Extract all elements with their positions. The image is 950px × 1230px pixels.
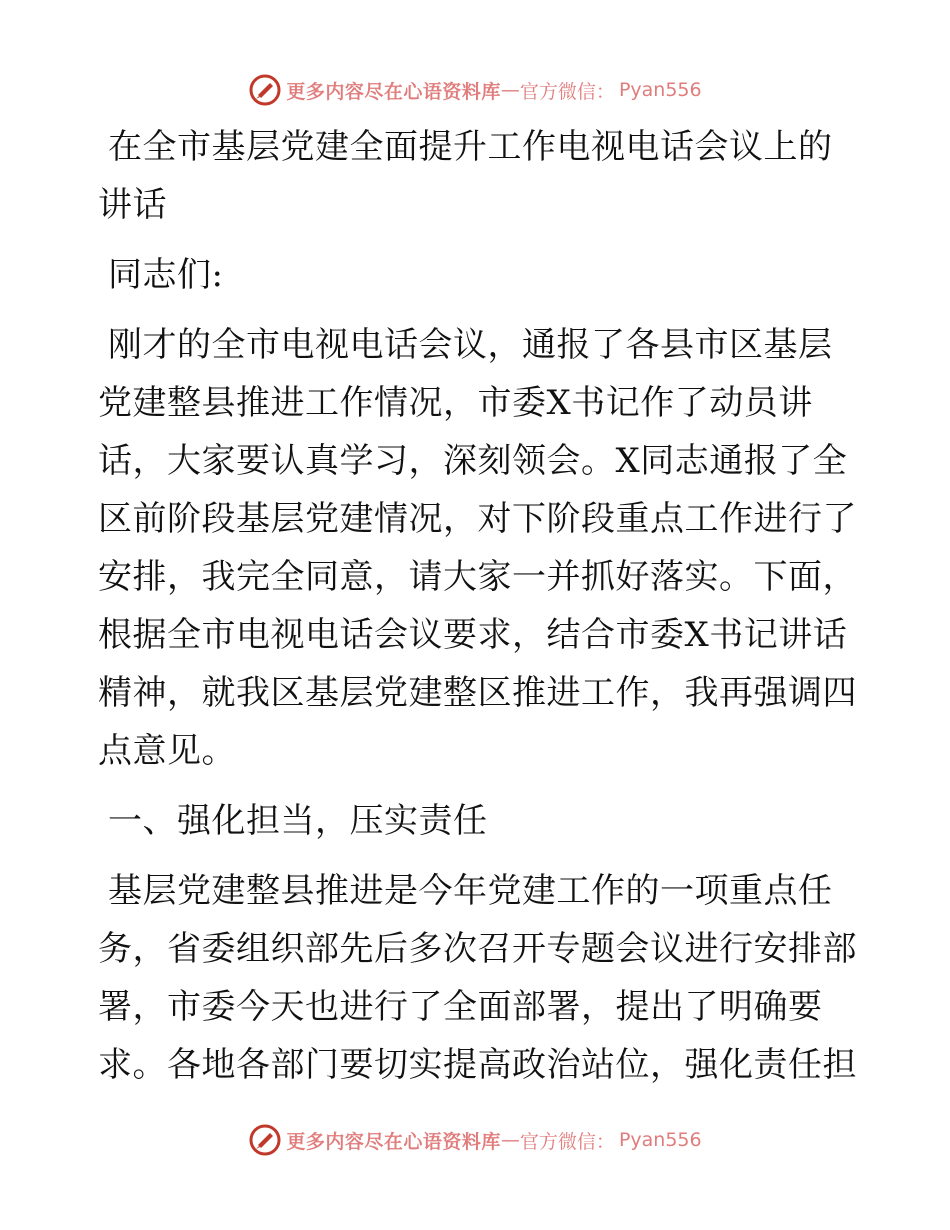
section-heading-text: 一、强化担当，压实责任	[108, 801, 488, 841]
salutation	[98, 246, 858, 304]
watermark-separator: —	[500, 1129, 520, 1151]
section-heading	[98, 792, 858, 850]
document-body	[98, 118, 858, 1106]
watermark-text: 更多内容尽在心语资料库	[286, 1130, 501, 1153]
salutation-text: 同志们:	[108, 255, 224, 295]
header-watermark	[0, 70, 950, 110]
watermark-wechat-label: 官方微信：	[519, 1130, 615, 1153]
watermark-text: 更多内容尽在心语资料库	[286, 80, 501, 103]
title-line-2: 讲话	[98, 185, 167, 225]
paragraph	[98, 862, 858, 1094]
watermark-wechat-id: Pyan556	[618, 1129, 702, 1151]
paragraph	[98, 316, 858, 780]
watermark-separator: —	[500, 79, 520, 101]
paragraph-text: 基层党建整县推进是今年党建工作的一项重点任务，省委组织部先后多次召开专题会议进行安排部署，市委今天也进行了全面部署，提出了明确要求。各地各部门要切实提高政治站位，强化责任担	[98, 871, 857, 1085]
document-title	[98, 118, 858, 234]
watermark-wechat-label: 官方微信：	[519, 80, 615, 103]
title-line-1: 在全市基层党建全面提升工作电视电话会议上的	[108, 127, 833, 167]
watermark-wechat-id: Pyan556	[618, 79, 702, 101]
logo-icon	[248, 1123, 282, 1157]
paragraph-text: 刚才的全市电视电话会议，通报了各县市区基层党建整县推进工作情况，市委X书记作了动员讲话，大家要认真学习，深刻领会。X同志通报了全区前阶段基层党建情况，对下阶段重点工作进行了安排，我完全同意，请大家一并抓好落实。下面，根据全市电视电话会议要求，结合市委X书记讲话精神，就我区基层党建整区推进工作，我再强调四点意见。	[98, 325, 857, 771]
footer-watermark	[0, 1120, 950, 1160]
logo-icon	[248, 73, 282, 107]
